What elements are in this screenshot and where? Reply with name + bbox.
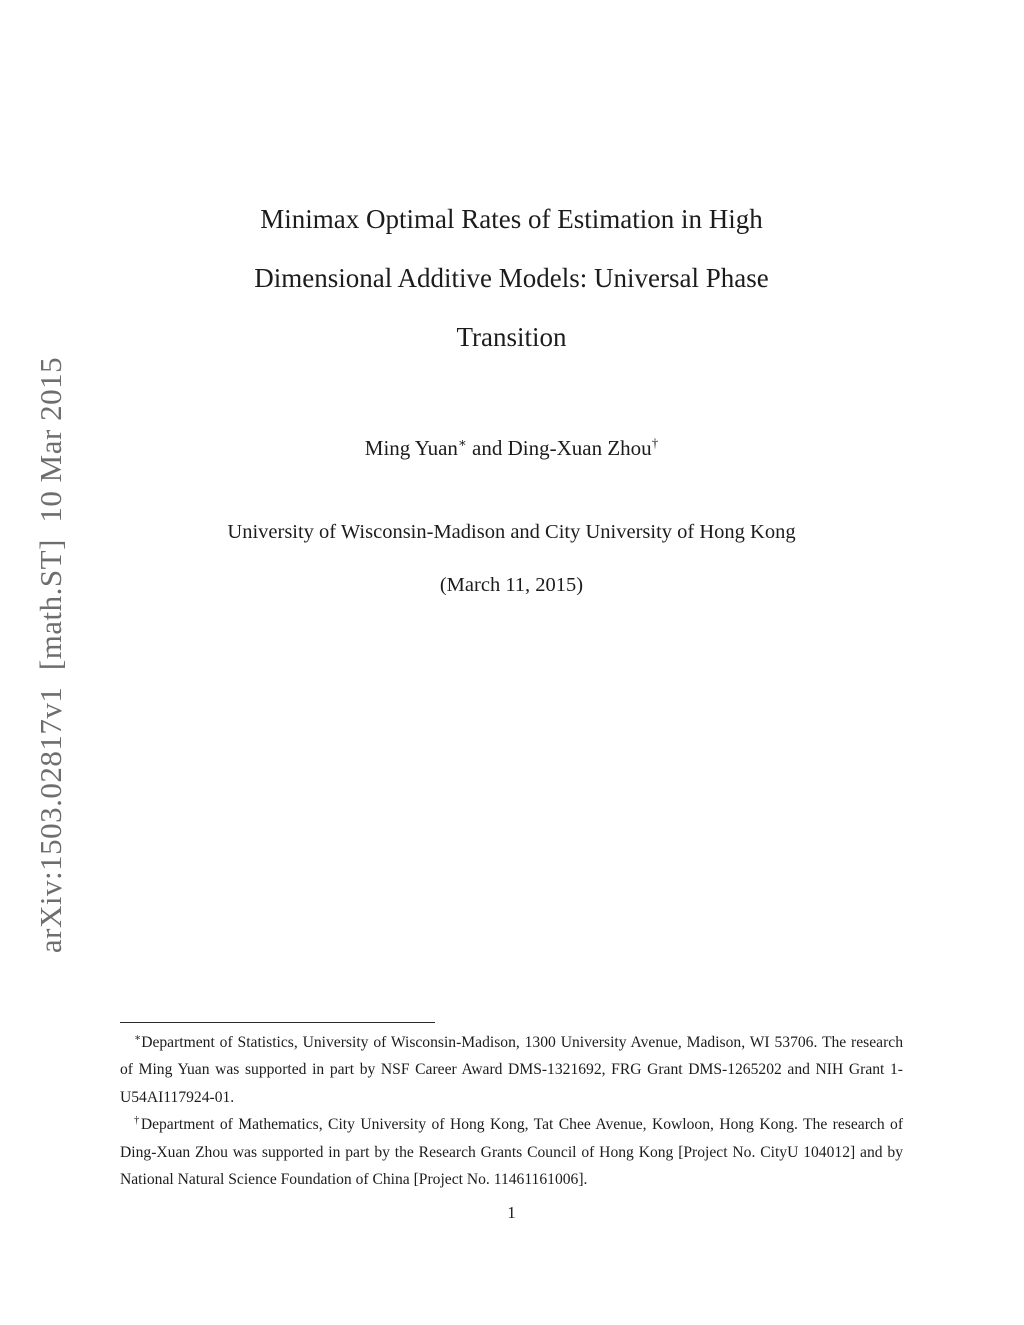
footnote-rule	[120, 1022, 435, 1023]
footnote-text: Department of Statistics, University of Wisconsin-Madison, 1300 University Avenue, Madison, WI 53706. The research of Ming Yuan was supported in part by NSF Career Award DMS-1321692, FRG Grant DMS-1265202 and NIH Grant 1-U54AI117924-01.	[120, 1034, 903, 1106]
paper-title	[120, 190, 903, 367]
date-line: (March 11, 2015)	[439, 574, 584, 596]
author-footnote-mark: †	[651, 435, 659, 450]
page-number: 1	[507, 1203, 516, 1222]
authors-separator: and	[466, 436, 508, 460]
title-line: Dimensional Additive Models: Universal Phase	[254, 263, 769, 293]
footnote-block	[120, 1022, 903, 1193]
author-name: Ming Yuan	[364, 436, 458, 460]
author-name: Ding-Xuan Zhou	[507, 436, 652, 460]
arxiv-watermark: arXiv:1503.02817v1 [math.ST] 10 Mar 2015	[33, 356, 68, 954]
affiliation-line: University of Wisconsin-Madison and City University of Hong Kong	[227, 521, 796, 543]
title-line: Transition	[456, 322, 567, 352]
footnote-mark: †	[134, 1115, 141, 1127]
footnote-mark: ∗	[134, 1032, 142, 1044]
footnote-mathematics	[120, 1111, 903, 1193]
footnote-statistics	[120, 1029, 903, 1111]
title-line: Minimax Optimal Rates of Estimation in High	[260, 204, 763, 234]
footnote-text: Department of Mathematics, City University of Hong Kong, Tat Chee Avenue, Kowloon, Hong Kong. The research of Ding-Xuan Zhou was supported in part by the Research Grants Council of Hong Kong [Project No. CityU 104012] and by National Natural Science Foundation of China [Project No. 11461161006].	[120, 1116, 904, 1189]
authors-line	[120, 436, 903, 461]
author-footnote-mark: ∗	[457, 435, 467, 450]
